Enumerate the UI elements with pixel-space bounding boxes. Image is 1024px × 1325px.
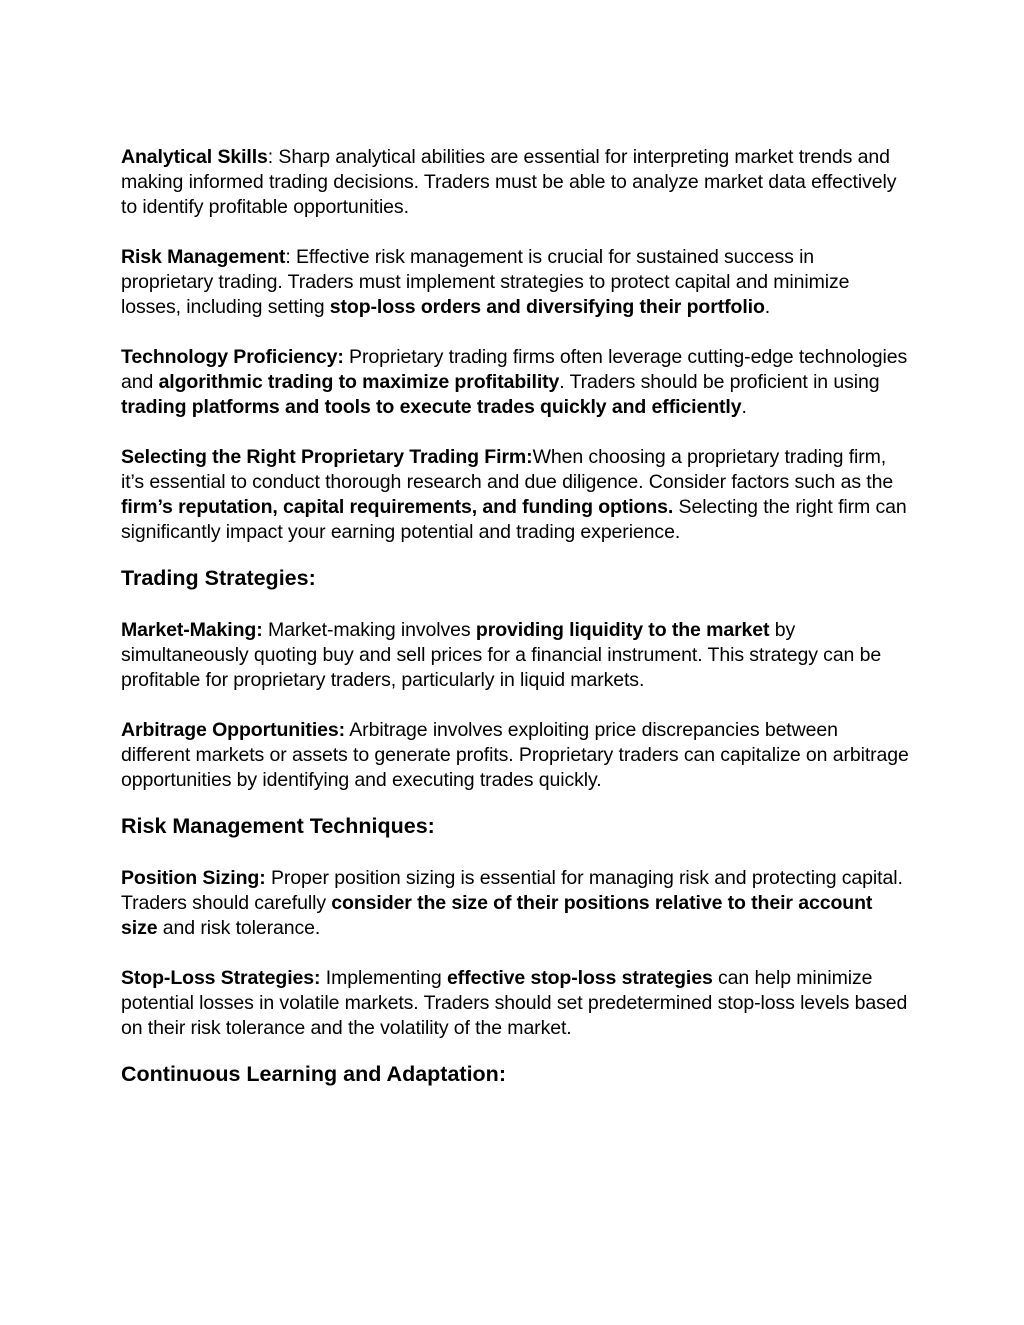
document-body [121,145,911,1087]
emphasis-text: effective stop-loss strategies [446,967,713,989]
emphasis-text: firm’s reputation, capital requirements, and funding options. [121,496,674,518]
term-arbitrage: Arbitrage Opportunities: [121,719,346,741]
term-position-sizing: Position Sizing: [121,867,266,889]
paragraph-text: by simultaneously quoting buy and sell prices for a financial instrument. This strategy can be profitable for proprietary traders, particularly in liquid markets. [121,619,882,691]
paragraph-position-sizing [121,866,911,941]
paragraph-technology-proficiency [121,345,911,420]
emphasis-text: stop-loss orders and diversifying their portfolio [329,296,765,318]
paragraph-text: Implementing [320,967,447,989]
paragraph-text: Arbitrage involves exploiting price discrepancies between different markets or assets to generate profits. Proprietary traders can capitalize on arbitrage opportunities by identifying and executing trades quickly. [121,719,909,791]
emphasis-text: algorithmic trading to maximize profitability [158,371,560,393]
emphasis-text: providing liquidity to the market [475,619,770,641]
term-selecting-firm: Selecting the Right Proprietary Trading Firm: [121,446,533,468]
heading-trading-strategies: Trading Strategies: [121,566,316,590]
paragraph-arbitrage [121,718,911,793]
paragraph-text: Market-making involves [262,619,476,641]
term-market-making: Market-Making: [121,619,263,641]
term-stop-loss: Stop-Loss Strategies: [121,967,321,989]
heading-risk-management-techniques: Risk Management Techniques: [121,814,435,838]
paragraph-text: : Sharp analytical abilities are essential for interpreting market trends and making informed trading decisions. Traders must be able to analyze market data effectively to identify profitable opportunities. [121,146,897,218]
paragraph-text: Proper position sizing is essential for managing risk and protecting capital. Traders should carefully [121,867,903,914]
paragraph-market-making [121,618,911,693]
emphasis-text: consider the size of their positions relative to their account size [121,892,873,939]
paragraph-text: Proprietary trading firms often leverage cutting-edge technologies and [121,346,908,393]
paragraph-text: and risk tolerance. [157,917,321,939]
paragraph-text: Selecting the right firm can significantly impact your earning potential and trading experience. [121,496,907,543]
paragraph-text: can help minimize potential losses in volatile markets. Traders should set predetermined stop-loss levels based on their risk tolerance and the volatility of the market. [121,967,908,1039]
paragraph-text: . [741,396,747,418]
term-risk-management: Risk Management [121,246,286,268]
paragraph-stop-loss [121,966,911,1041]
emphasis-text: trading platforms and tools to execute trades quickly and efficiently [121,396,742,418]
heading-continuous-learning: Continuous Learning and Adaptation: [121,1062,506,1086]
paragraph-text: . Traders should be proficient in using [559,371,880,393]
paragraph-risk-management [121,245,911,320]
paragraph-text: When choosing a proprietary trading firm, it’s essential to conduct thorough research and due diligence. Consider factors such as the [121,446,894,493]
paragraph-selecting-firm [121,445,911,545]
paragraph-analytical-skills [121,145,911,220]
paragraph-text: . [764,296,771,318]
term-technology-proficiency: Technology Proficiency: [121,346,344,368]
paragraph-text: : Effective risk management is crucial for sustained success in proprietary trading. Traders must implement strategies to protect capital and minimize losses, including setting [121,246,850,318]
term-analytical-skills: Analytical Skills [121,146,268,168]
